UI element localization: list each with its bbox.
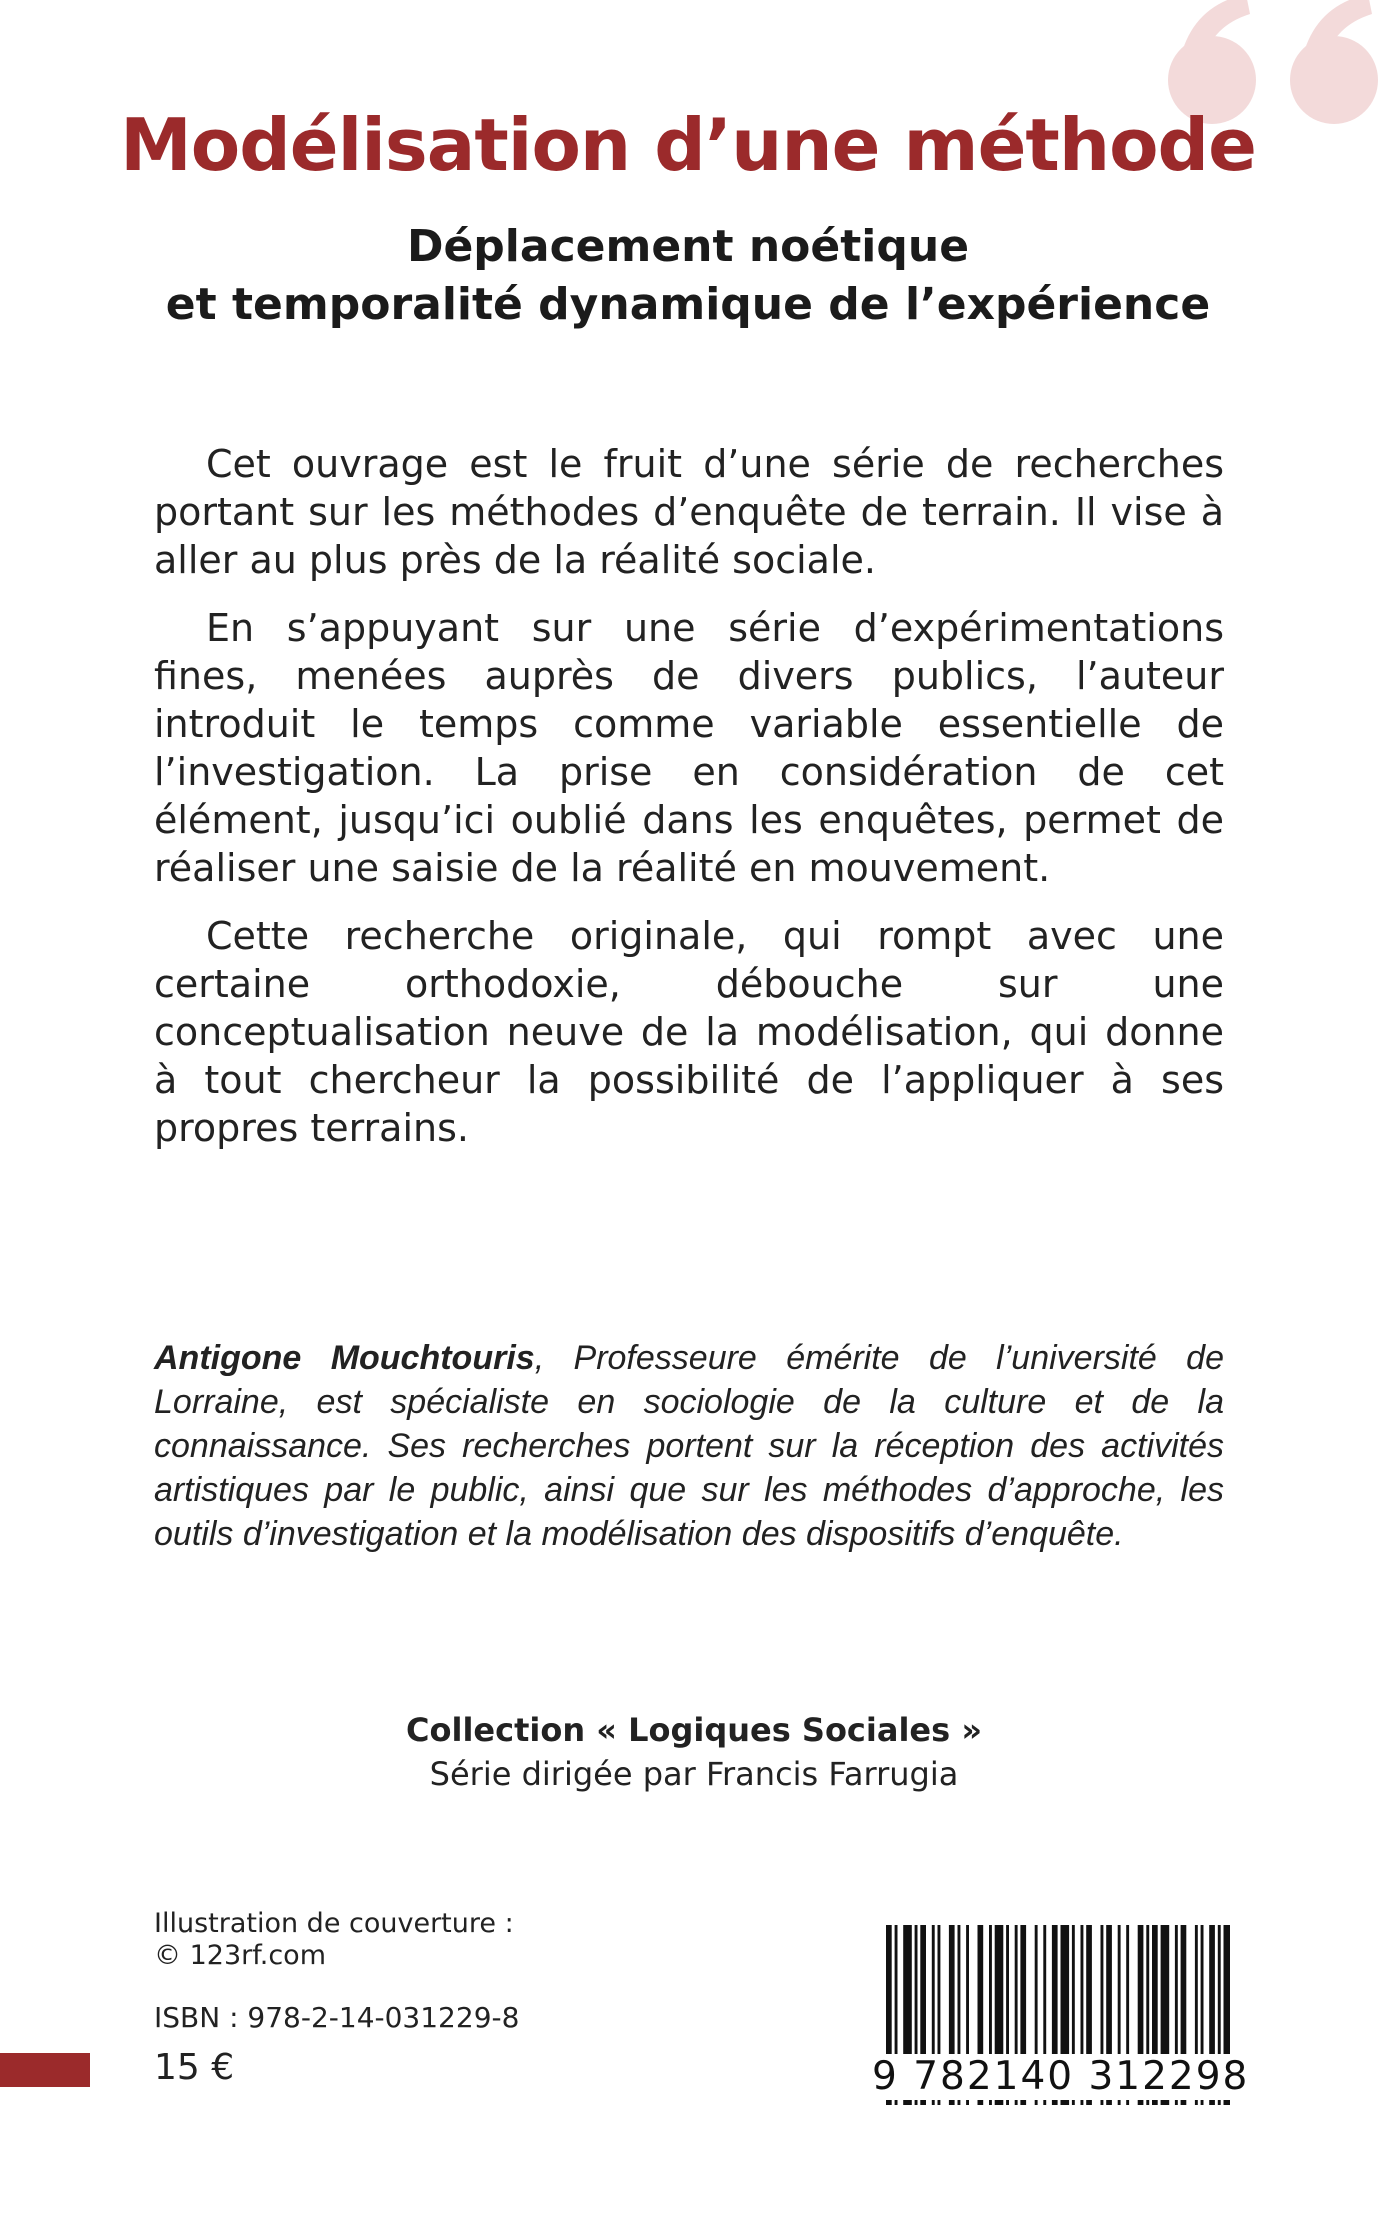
- collection-name: Collection « Logiques Sociales »: [406, 1711, 982, 1749]
- price: 15 €: [154, 2047, 235, 2088]
- book-title: Modélisation d’une méthode: [120, 103, 1256, 187]
- author-bio-text: , Professeure émérite de l’université de Lorraine, est spécialiste en sociologie de la culture et de la connaissance. Ses recherches portent sur la réception des activités artistiques par le public, ainsi que sur les méthodes d’approche, les outils d’investigation et la modélisation des dispositifs d’enquête.: [154, 1339, 1224, 1553]
- illustration-label: Illustration de couverture :: [154, 1908, 514, 1939]
- collection-info: [0, 1708, 1388, 1796]
- subtitle-line-2: et temporalité dynamique de l’expérience: [165, 279, 1211, 330]
- summary-paragraph-3: Cette recherche originale, qui rompt avec une certaine orthodoxie, débouche sur une conceptualisation neuve de la modélisation, qui donne à tout chercheur la possibilité de l’appliquer à ses propres terrains.: [154, 914, 1224, 1150]
- publication-credits: [154, 1908, 654, 2090]
- author-name: Antigone Mouchtouris: [154, 1339, 535, 1377]
- author-bio: [154, 1336, 1224, 1556]
- summary-paragraph-2: En s’appuyant sur une série d’expérimentations fines, menées auprès de divers publics, l’auteur introduit le temps comme variable essentielle de l’investigation. La prise en considération de cet élément, jusqu’ici oublié dans les enquêtes, permet de réaliser une saisie de la réalité en mouvement.: [154, 606, 1224, 890]
- summary-paragraph-1: Cet ouvrage est le fruit d’une série de recherches portant sur les méthodes d’enquête de terrain. Il vise à aller au plus près de la réalité sociale.: [154, 442, 1224, 582]
- illustration-source: © 123rf.com: [154, 1940, 327, 1971]
- series-director: Série dirigée par Francis Farrugia: [429, 1755, 959, 1793]
- book-subtitle: [0, 218, 1376, 334]
- barcode-digits: 9 782140 312298: [872, 2054, 1250, 2099]
- accent-bar: [0, 2053, 90, 2087]
- book-summary: [154, 440, 1224, 1172]
- subtitle-line-1: Déplacement noétique: [406, 221, 970, 272]
- isbn: ISBN : 978-2-14-031229-8: [154, 2001, 520, 2034]
